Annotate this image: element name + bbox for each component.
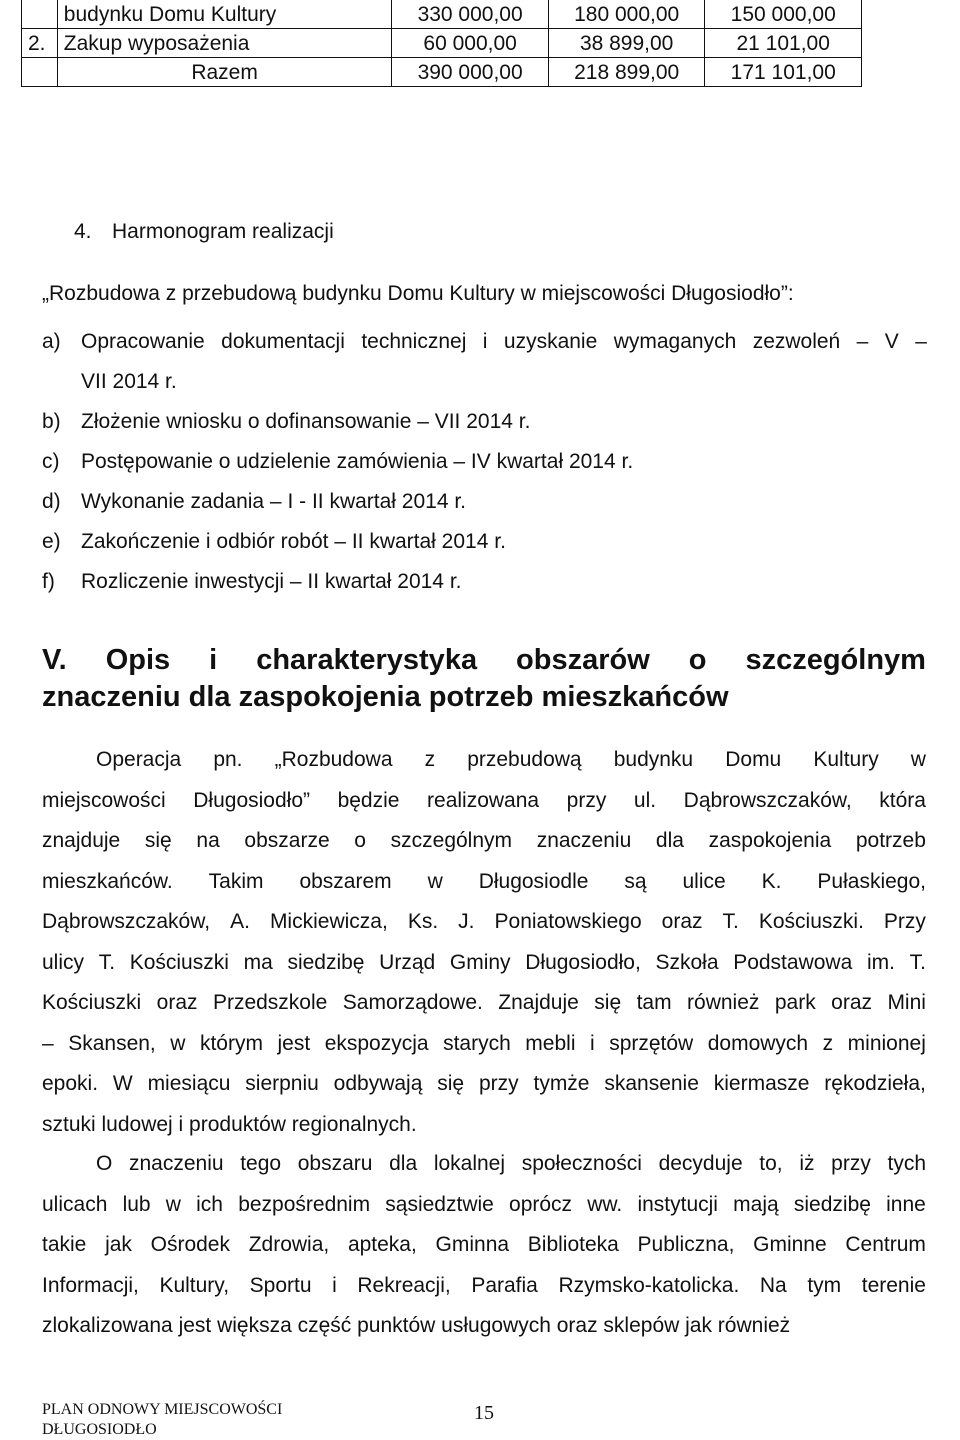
word: oraz [156, 991, 198, 1014]
word: takie [42, 1233, 87, 1256]
word: Przy [883, 910, 926, 933]
word: na [196, 829, 220, 852]
word: będzie [337, 788, 400, 812]
word: przy [566, 788, 607, 812]
word: Długosiodło” [193, 788, 310, 812]
word: ww. [587, 1192, 623, 1216]
list-item-label: e) [42, 530, 61, 553]
harmonogram-list [42, 322, 932, 602]
word: się [437, 1072, 465, 1095]
word: Kultury [813, 748, 879, 771]
word: Kościuszki. [758, 910, 864, 933]
word: – [42, 1031, 54, 1055]
list-item-label: a) [42, 330, 61, 353]
word: lokalnej [433, 1152, 506, 1175]
word: Centrum [845, 1233, 926, 1256]
word: Dąbrowszczaków, [42, 910, 211, 933]
word: oraz [831, 991, 872, 1014]
table-cell-name: Razem [57, 58, 392, 87]
word: instytucji [637, 1192, 718, 1216]
budget-table-body [22, 0, 862, 87]
table-cell-value: 218 899,00 [548, 58, 705, 87]
word: miesiącu [147, 1072, 231, 1095]
table-cell-value: 180 000,00 [548, 0, 705, 29]
word: Gminne [753, 1233, 827, 1256]
word: tymże [533, 1072, 590, 1095]
list-item [42, 402, 932, 442]
list-item-text: Złożenie wniosku o dofinansowanie – VII 2014 r. [81, 410, 531, 433]
paragraph-line [42, 862, 926, 903]
word: społeczności [521, 1152, 642, 1175]
word: W [112, 1072, 133, 1095]
word: w [165, 1192, 181, 1216]
word: z [822, 1031, 834, 1055]
word: i [332, 1273, 337, 1297]
word: są [624, 869, 647, 893]
word: i [590, 1031, 595, 1055]
word: park [774, 991, 816, 1014]
word: uzyskanie [503, 330, 598, 353]
word: którym [199, 1031, 263, 1055]
page-number: 15 [474, 1402, 494, 1424]
word: inne [886, 1192, 926, 1216]
list-item-text: Rozliczenie inwestycji – II kwartał 2014 r. [81, 570, 462, 593]
word: siedzibę [793, 1192, 871, 1216]
word: J. [458, 910, 475, 933]
word: bezpośrednim [238, 1192, 371, 1216]
word: Samorządowe. [342, 991, 483, 1014]
word: Szkoła [655, 950, 719, 974]
table-cell-no [22, 0, 58, 29]
heading-title: Harmonogram realizacji [112, 220, 334, 243]
word: szczególnym [745, 644, 926, 676]
word: Parafia [471, 1273, 538, 1297]
list-item-text: Zakończenie i odbiór robót – II kwartał 2014 r. [81, 530, 506, 553]
word: kiermasze [713, 1072, 810, 1095]
word: technicznej [361, 330, 467, 353]
word: rękodzieła, [824, 1072, 926, 1095]
list-item [42, 482, 932, 522]
word: tym [807, 1273, 842, 1297]
word: sierpniu [245, 1072, 319, 1095]
word: to, [759, 1152, 783, 1175]
word: „Rozbudowa [274, 748, 393, 771]
section-title-line: znaczeniu dla zaspokojenia potrzeb mieszkańców [42, 681, 729, 713]
word: Opis [105, 644, 171, 676]
list-item-continuation [42, 362, 932, 402]
paragraph-line [42, 983, 926, 1024]
word: o [688, 644, 707, 676]
word: znajduje [42, 829, 121, 852]
paragraph-line [42, 943, 926, 984]
word: im. [866, 950, 895, 974]
word: sprzętów [609, 1031, 694, 1055]
word: zezwoleń [752, 330, 841, 353]
word: o [354, 829, 366, 852]
paragraph-line [42, 781, 926, 822]
table-cell-value: 390 000,00 [392, 58, 549, 87]
table-cell-name: Zakup wyposażenia [57, 29, 392, 58]
table-cell-value: 150 000,00 [705, 0, 862, 29]
list-item-text [81, 322, 927, 362]
list-item-label: b) [42, 410, 61, 433]
paragraph-line [42, 1064, 926, 1105]
table-cell-value: 171 101,00 [705, 58, 862, 87]
word: K. [761, 869, 782, 893]
word: Długosiodle [478, 869, 589, 893]
table-cell-value: 330 000,00 [392, 0, 549, 29]
word: w [427, 869, 443, 893]
paragraph-line [42, 821, 926, 862]
budget-table [21, 0, 862, 87]
word: tego [240, 1152, 282, 1175]
word: ekspozycja [324, 1031, 429, 1055]
heading-number: 4. [74, 220, 92, 243]
word: Opracowanie [81, 330, 205, 353]
word: Ośrodek [150, 1233, 230, 1256]
list-item-label: d) [42, 490, 61, 513]
table-cell-value: 21 101,00 [705, 29, 862, 58]
word: starych [443, 1031, 511, 1055]
word: znaczeniu [129, 1152, 224, 1175]
word: z [424, 748, 436, 771]
word: Domu [725, 748, 782, 771]
word: przebudową [467, 748, 582, 771]
word: dla [655, 829, 684, 852]
word: dokumentacji [221, 330, 345, 353]
word: Kościuszki [42, 991, 142, 1014]
word: oraz [661, 910, 703, 933]
word: Skansen, [68, 1031, 156, 1055]
word: tych [887, 1152, 926, 1175]
harmonogram-lead: „Rozbudowa z przebudową budynku Domu Kultury w miejscowości Długosiodło”: [42, 282, 794, 305]
paragraph-line: zlokalizowana jest większa część punktów usługowych oraz sklepów jak również [42, 1314, 791, 1337]
word: budynku [613, 748, 694, 771]
footer-plan-title [42, 1400, 282, 1440]
footer-line: DŁUGOSIODŁO [42, 1421, 157, 1438]
paragraph-line: sztuki ludowej i produktów regionalnych. [42, 1112, 417, 1136]
word: Zdrowia, [248, 1233, 330, 1256]
word: Podstawowa [733, 950, 853, 974]
word: O [96, 1152, 113, 1175]
paragraph-line [42, 902, 926, 943]
word: Kultury, [159, 1273, 230, 1297]
list-item-label: c) [42, 450, 60, 473]
word: mebli [525, 1031, 576, 1055]
list-item-label: f) [42, 570, 55, 593]
word: obszaru [297, 1152, 373, 1175]
word: T. [909, 950, 926, 974]
word: obszarem [299, 869, 392, 893]
word: potrzeb [855, 829, 926, 852]
word: która [879, 788, 926, 812]
word: Rzymsko-katolicka. [558, 1273, 740, 1297]
word: skansenie [604, 1072, 699, 1095]
word: V. [42, 644, 67, 676]
list-item [42, 562, 932, 602]
word: Mickiewicza, [269, 910, 388, 933]
table-row-total [22, 58, 862, 87]
paragraph-line [42, 1225, 926, 1266]
word: obszarów [516, 644, 650, 676]
word: Znajduje [498, 991, 579, 1014]
word: Kościuszki [129, 950, 229, 974]
word: pn. [213, 748, 243, 771]
word: również [687, 991, 760, 1014]
section-title-line [42, 642, 926, 679]
word: domowych [707, 1031, 809, 1055]
word: apteka, [347, 1233, 417, 1256]
word: Pułaskiego, [817, 869, 926, 893]
word: Mini [887, 991, 926, 1014]
word: ulice [682, 869, 726, 893]
word: Operacja [96, 748, 182, 771]
word: w [910, 748, 926, 771]
word: dla [389, 1152, 418, 1175]
paragraph-operation-description [42, 740, 926, 1145]
word: lub [122, 1192, 151, 1216]
word: Publiczna, [637, 1233, 735, 1256]
word: miejscowości [42, 788, 166, 812]
word: charakterystyka [256, 644, 478, 676]
word: Poniatowskiego [494, 910, 642, 933]
word: się [144, 829, 172, 852]
paragraph-line [42, 1144, 926, 1185]
word: i [482, 330, 488, 353]
word: siedzibę [287, 950, 365, 974]
word: ulicy [42, 950, 85, 974]
word: terenie [861, 1273, 926, 1297]
footer-line: PLAN ODNOWY MIEJSCOWOŚCI [42, 1401, 283, 1418]
word: Długosiodło, [525, 950, 641, 974]
word: decyduje [658, 1152, 743, 1175]
word: Przedszkole [212, 991, 328, 1014]
word: T. [722, 910, 739, 933]
list-item-text: Postępowanie o udzielenie zamówienia – IV kwartał 2014 r. [81, 450, 634, 473]
word: ma [243, 950, 273, 974]
word: ul. [633, 788, 657, 812]
word: Sportu [249, 1273, 312, 1297]
word: oprócz [509, 1192, 573, 1216]
word: minionej [847, 1031, 926, 1055]
table-cell-no: 2. [22, 29, 58, 58]
word: przy [478, 1072, 519, 1095]
word: odbywają [333, 1072, 423, 1095]
word: przy [831, 1152, 871, 1175]
section-v-title [42, 642, 926, 716]
paragraph-line [42, 740, 926, 781]
table-row [22, 29, 862, 58]
word: ulicach [42, 1192, 108, 1216]
table-cell-value: 38 899,00 [548, 29, 705, 58]
list-item [42, 322, 932, 362]
paragraph-area-significance [42, 1144, 926, 1347]
list-item-text: VII 2014 r. [81, 370, 177, 393]
word: znaczeniu [536, 829, 632, 852]
table-cell-value: 60 000,00 [392, 29, 549, 58]
word: Dąbrowszczaków, [683, 788, 852, 812]
word: i [209, 644, 218, 676]
list-item [42, 442, 932, 482]
word: T. [98, 950, 116, 974]
word: Biblioteka [527, 1233, 619, 1256]
paragraph-line [42, 1024, 926, 1065]
word: szczególnym [390, 829, 513, 852]
table-row [22, 0, 862, 29]
word: w [170, 1031, 186, 1055]
harmonogram-heading [74, 220, 334, 244]
word: Urząd [379, 950, 436, 974]
table-cell-no [22, 58, 58, 87]
paragraph-line [42, 1266, 926, 1307]
list-item [42, 522, 932, 562]
word: zaspokojenia [708, 829, 832, 852]
word: Ks. [407, 910, 439, 933]
word: iż [799, 1152, 815, 1175]
word: wymaganych [613, 330, 737, 353]
word: mają [733, 1192, 779, 1216]
word: tam [636, 991, 672, 1014]
word: Rekreacji, [357, 1273, 451, 1297]
list-item-text: Wykonanie zadania – I - II kwartał 2014 r. [81, 490, 467, 513]
word: Gminy [449, 950, 511, 974]
word: – [915, 330, 927, 353]
word: Na [759, 1273, 787, 1297]
word: A. [230, 910, 250, 933]
word: Takim [208, 869, 264, 893]
table-cell-name: budynku Domu Kultury [57, 0, 392, 29]
word: jest [277, 1031, 311, 1055]
word: mieszkańców. [42, 869, 173, 893]
word: sąsiedztwie [385, 1192, 494, 1216]
word: realizowana [427, 788, 540, 812]
word: Informacji, [42, 1273, 139, 1297]
word: się [594, 991, 622, 1014]
word: V [884, 330, 899, 353]
word: Gminna [435, 1233, 510, 1256]
word: obszarze [244, 829, 330, 852]
word: – [856, 330, 869, 353]
paragraph-line [42, 1185, 926, 1226]
word: ich [196, 1192, 223, 1216]
word: jak [105, 1233, 132, 1256]
word: epoki. [42, 1072, 99, 1095]
